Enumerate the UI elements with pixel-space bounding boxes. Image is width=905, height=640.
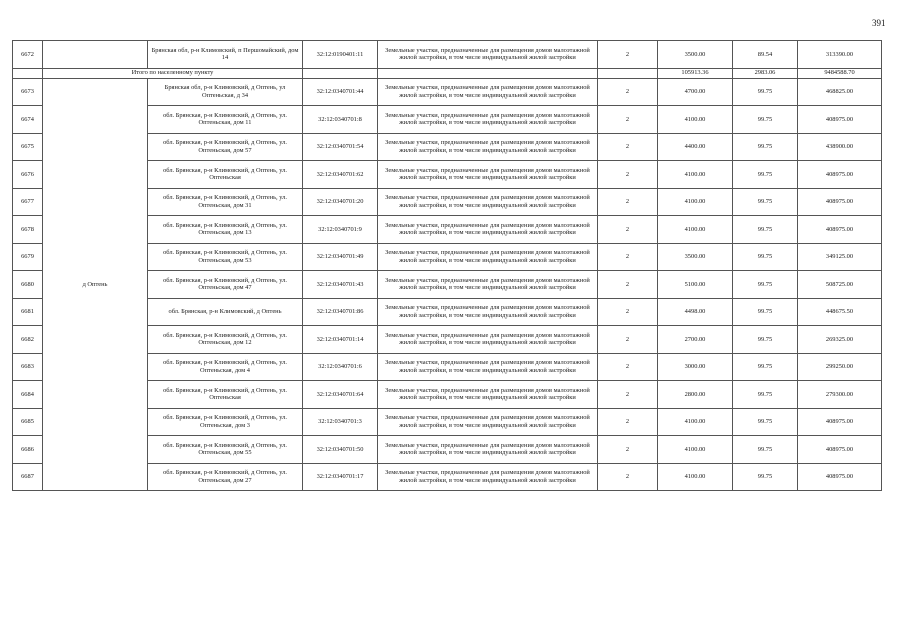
address-cell: обл. Брянская, р-н Климовский, д Оптень, ул. Оптеньская, дом 3 bbox=[148, 408, 303, 436]
address-cell: обл. Брянская, р-н Климовский, д Оптень, ул. Оптеньская, дом 57 bbox=[148, 133, 303, 161]
place-cell: д Оптень bbox=[43, 78, 148, 491]
row-number: 6685 bbox=[13, 408, 43, 436]
rate-cell: 99.75 bbox=[733, 133, 798, 161]
cadastral-value-cell: 299250.00 bbox=[798, 353, 882, 381]
row-number: 6675 bbox=[13, 133, 43, 161]
cadastral-number-cell: 32:12:0340701:44 bbox=[303, 78, 378, 106]
cadastral-number-cell: 32:12:0340701:14 bbox=[303, 326, 378, 354]
row-number: 6679 bbox=[13, 243, 43, 271]
group-cell: 2 bbox=[598, 271, 658, 299]
rate-cell: 99.75 bbox=[733, 216, 798, 244]
land-category-cell: Земельные участки, предназначенные для размещения домов малоэтажной жилой застройки, в том числе индивидуальной жилой застройки bbox=[378, 161, 598, 189]
cadastral-value-cell: 468825.00 bbox=[798, 78, 882, 106]
total-value-cell: 9484588.70 bbox=[798, 68, 882, 78]
area-cell: 4100.00 bbox=[658, 216, 733, 244]
address-cell: обл. Брянская, р-н Климовский, д Оптень, ул. Оптеньская, дом 13 bbox=[148, 216, 303, 244]
table-row bbox=[13, 41, 882, 69]
cadastral-value-cell: 438900.00 bbox=[798, 133, 882, 161]
cadastral-value-cell: 313390.00 bbox=[798, 41, 882, 69]
total-empty-cell bbox=[303, 68, 378, 78]
row-number: 6673 bbox=[13, 78, 43, 106]
row-number: 6678 bbox=[13, 216, 43, 244]
cadastral-number-cell: 32:12:0340701:49 bbox=[303, 243, 378, 271]
cadastral-number-cell: 32:12:0340701:50 bbox=[303, 436, 378, 464]
total-rate-cell: 2983.06 bbox=[733, 68, 798, 78]
group-cell: 2 bbox=[598, 243, 658, 271]
area-cell: 4100.00 bbox=[658, 161, 733, 189]
cadastral-value-cell: 408975.00 bbox=[798, 106, 882, 134]
address-cell: обл. Брянская, р-н Климовский, д Оптень, ул. Оптеньская, дом 27 bbox=[148, 463, 303, 491]
cadastral-number-cell: 32:12:0340701:43 bbox=[303, 271, 378, 299]
rate-cell: 99.75 bbox=[733, 436, 798, 464]
row-number: 6683 bbox=[13, 353, 43, 381]
cadastral-value-cell: 448675.50 bbox=[798, 298, 882, 326]
address-cell: обл. Брянская, р-н Климовский, д Оптень, ул. Оптеньская, дом 12 bbox=[148, 326, 303, 354]
area-cell: 4100.00 bbox=[658, 463, 733, 491]
cadastral-value-cell: 408975.00 bbox=[798, 463, 882, 491]
address-cell: обл. Брянская, р-н Климовский, д Оптень, ул. Оптеньская, дом 55 bbox=[148, 436, 303, 464]
group-cell: 2 bbox=[598, 106, 658, 134]
rate-cell: 99.75 bbox=[733, 106, 798, 134]
group-cell: 2 bbox=[598, 408, 658, 436]
cadastral-number-cell: 32:12:0340701:86 bbox=[303, 298, 378, 326]
group-cell: 2 bbox=[598, 188, 658, 216]
land-category-cell: Земельные участки, предназначенные для размещения домов малоэтажной жилой застройки, в том числе индивидуальной жилой застройки bbox=[378, 298, 598, 326]
cadastral-number-cell: 32:12:0190401:11 bbox=[303, 41, 378, 69]
group-cell: 2 bbox=[598, 161, 658, 189]
address-cell: обл. Брянская, р-н Климовский, д Оптень, ул. Оптеньская, дом 47 bbox=[148, 271, 303, 299]
land-category-cell: Земельные участки, предназначенные для размещения домов малоэтажной жилой застройки, в том числе индивидуальной жилой застройки bbox=[378, 188, 598, 216]
row-number: 6681 bbox=[13, 298, 43, 326]
group-cell: 2 bbox=[598, 298, 658, 326]
address-cell: Брянская обл, р-н Климовский, д Оптень, ул Оптеньская, д 34 bbox=[148, 78, 303, 106]
group-cell: 2 bbox=[598, 78, 658, 106]
land-category-cell: Земельные участки, предназначенные для размещения домов малоэтажной жилой застройки, в том числе индивидуальной жилой застройки bbox=[378, 243, 598, 271]
total-label: Итого по населенному пункту bbox=[43, 68, 303, 78]
group-cell: 2 bbox=[598, 463, 658, 491]
rate-cell: 99.75 bbox=[733, 381, 798, 409]
table-row bbox=[13, 78, 882, 106]
cadastral-value-cell: 408975.00 bbox=[798, 188, 882, 216]
row-number: 6674 bbox=[13, 106, 43, 134]
cadastral-value-cell: 408975.00 bbox=[798, 161, 882, 189]
row-number: 6687 bbox=[13, 463, 43, 491]
group-cell: 2 bbox=[598, 41, 658, 69]
area-cell: 4100.00 bbox=[658, 408, 733, 436]
rate-cell: 99.75 bbox=[733, 188, 798, 216]
rate-cell: 99.75 bbox=[733, 243, 798, 271]
land-category-cell: Земельные участки, предназначенные для размещения домов малоэтажной жилой застройки, в том числе индивидуальной жилой застройки bbox=[378, 353, 598, 381]
address-cell: обл. Брянская, р-н Климовский, д Оптень, ул. Оптеньская, дом 4 bbox=[148, 353, 303, 381]
land-category-cell: Земельные участки, предназначенные для размещения домов малоэтажной жилой застройки, в том числе индивидуальной жилой застройки bbox=[378, 78, 598, 106]
rate-cell: 89.54 bbox=[733, 41, 798, 69]
rate-cell: 99.75 bbox=[733, 78, 798, 106]
cadastral-number-cell: 32:12:0340701:8 bbox=[303, 106, 378, 134]
area-cell: 3000.00 bbox=[658, 353, 733, 381]
area-cell: 3500.00 bbox=[658, 41, 733, 69]
group-cell: 2 bbox=[598, 353, 658, 381]
group-cell: 2 bbox=[598, 436, 658, 464]
rate-cell: 99.75 bbox=[733, 463, 798, 491]
row-number: 6672 bbox=[13, 41, 43, 69]
area-cell: 4700.00 bbox=[658, 78, 733, 106]
area-cell: 4400.00 bbox=[658, 133, 733, 161]
rate-cell: 99.75 bbox=[733, 271, 798, 299]
rate-cell: 99.75 bbox=[733, 326, 798, 354]
land-category-cell: Земельные участки, предназначенные для размещения домов малоэтажной жилой застройки, в том числе индивидуальной жилой застройки bbox=[378, 381, 598, 409]
row-number: 6680 bbox=[13, 271, 43, 299]
address-cell: обл. Брянская, р-н Климовский, д Оптень bbox=[148, 298, 303, 326]
area-cell: 3500.00 bbox=[658, 243, 733, 271]
cadastral-number-cell: 32:12:0340701:9 bbox=[303, 216, 378, 244]
rate-cell: 99.75 bbox=[733, 408, 798, 436]
group-cell: 2 bbox=[598, 216, 658, 244]
cadastral-value-cell: 508725.00 bbox=[798, 271, 882, 299]
cadastral-number-cell: 32:12:0340701:20 bbox=[303, 188, 378, 216]
address-cell: Брянская обл, р-н Климовский, п Першомайский, дом 14 bbox=[148, 41, 303, 69]
land-category-cell: Земельные участки, предназначенные для размещения домов малоэтажной жилой застройки, в том числе индивидуальной жилой застройки bbox=[378, 271, 598, 299]
cadastral-value-cell: 349125.00 bbox=[798, 243, 882, 271]
land-category-cell: Земельные участки, предназначенные для размещения домов малоэтажной жилой застройки, в том числе индивидуальной жилой застройки bbox=[378, 216, 598, 244]
land-category-cell: Земельные участки, предназначенные для размещения домов малоэтажной жилой застройки, в том числе индивидуальной жилой застройки bbox=[378, 106, 598, 134]
area-cell: 4100.00 bbox=[658, 106, 733, 134]
total-row bbox=[13, 68, 882, 78]
land-category-cell: Земельные участки, предназначенные для размещения домов малоэтажной жилой застройки, в том числе индивидуальной жилой застройки bbox=[378, 133, 598, 161]
area-cell: 4100.00 bbox=[658, 436, 733, 464]
cadastral-number-cell: 32:12:0340701:62 bbox=[303, 161, 378, 189]
row-number: 6682 bbox=[13, 326, 43, 354]
cadastral-number-cell: 32:12:0340701:17 bbox=[303, 463, 378, 491]
land-category-cell: Земельные участки, предназначенные для размещения домов малоэтажной жилой застройки, в том числе индивидуальной жилой застройки bbox=[378, 436, 598, 464]
cadastral-number-cell: 32:12:0340701:6 bbox=[303, 353, 378, 381]
total-empty-cell bbox=[13, 68, 43, 78]
row-number: 6686 bbox=[13, 436, 43, 464]
area-cell: 5100.00 bbox=[658, 271, 733, 299]
group-cell: 2 bbox=[598, 326, 658, 354]
area-cell: 2800.00 bbox=[658, 381, 733, 409]
address-cell: обл. Брянская, р-н Климовский, д Оптень, ул. Оптеньская, дом 11 bbox=[148, 106, 303, 134]
area-cell: 2700.00 bbox=[658, 326, 733, 354]
cadastral-value-cell: 408975.00 bbox=[798, 436, 882, 464]
land-category-cell: Земельные участки, предназначенные для размещения домов малоэтажной жилой застройки, в том числе индивидуальной жилой застройки bbox=[378, 408, 598, 436]
cadastral-number-cell: 32:12:0340701:3 bbox=[303, 408, 378, 436]
cadastral-value-cell: 269325.00 bbox=[798, 326, 882, 354]
rate-cell: 99.75 bbox=[733, 161, 798, 189]
address-cell: обл. Брянская, р-н Климовский, д Оптень, ул. Оптеньская bbox=[148, 161, 303, 189]
area-cell: 4498.00 bbox=[658, 298, 733, 326]
place-cell bbox=[43, 41, 148, 69]
cadastral-value-table bbox=[12, 40, 882, 491]
land-category-cell: Земельные участки, предназначенные для размещения домов малоэтажной жилой застройки, в том числе индивидуальной жилой застройки bbox=[378, 463, 598, 491]
page-number: 391 bbox=[872, 18, 886, 28]
area-cell: 4100.00 bbox=[658, 188, 733, 216]
land-category-cell: Земельные участки, предназначенные для размещения домов малоэтажной жилой застройки, в том числе индивидуальной жилой застройки bbox=[378, 41, 598, 69]
row-number: 6676 bbox=[13, 161, 43, 189]
total-empty-cell bbox=[378, 68, 598, 78]
land-category-cell: Земельные участки, предназначенные для размещения домов малоэтажной жилой застройки, в том числе индивидуальной жилой застройки bbox=[378, 326, 598, 354]
group-cell: 2 bbox=[598, 381, 658, 409]
cadastral-value-cell: 279300.00 bbox=[798, 381, 882, 409]
rate-cell: 99.75 bbox=[733, 353, 798, 381]
group-cell: 2 bbox=[598, 133, 658, 161]
total-area-cell: 105913.36 bbox=[658, 68, 733, 78]
cadastral-value-cell: 408975.00 bbox=[798, 216, 882, 244]
cadastral-number-cell: 32:12:0340701:54 bbox=[303, 133, 378, 161]
address-cell: обл. Брянская, р-н Климовский, д Оптень, ул. Оптеньская, дом 31 bbox=[148, 188, 303, 216]
address-cell: обл. Брянская, р-н Климовский, д Оптень, ул. Оптеньская bbox=[148, 381, 303, 409]
cadastral-value-cell: 408975.00 bbox=[798, 408, 882, 436]
address-cell: обл. Брянская, р-н Климовский, д Оптень, ул. Оптеньская, дом 53 bbox=[148, 243, 303, 271]
cadastral-number-cell: 32:12:0340701:64 bbox=[303, 381, 378, 409]
total-empty-cell bbox=[598, 68, 658, 78]
rate-cell: 99.75 bbox=[733, 298, 798, 326]
row-number: 6684 bbox=[13, 381, 43, 409]
row-number: 6677 bbox=[13, 188, 43, 216]
